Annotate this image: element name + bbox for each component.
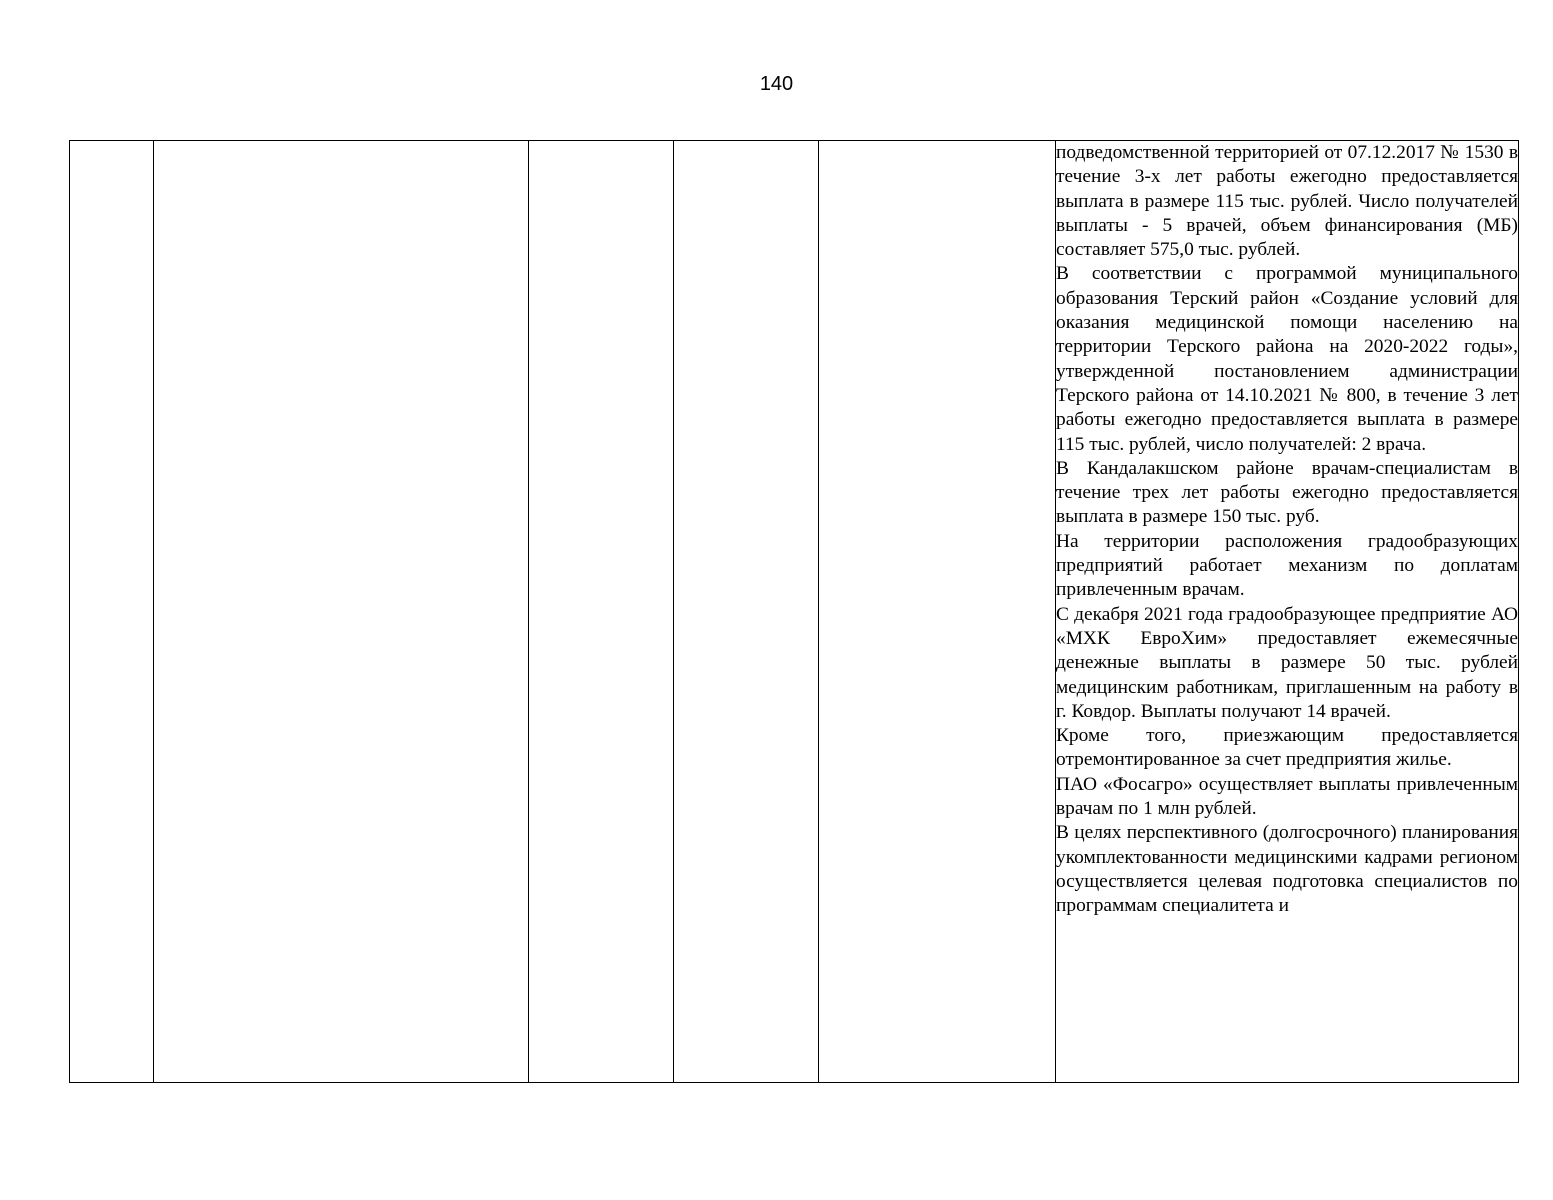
paragraph: С декабря 2021 года градообразующее предприятие АО «МХК ЕвроХим» предоставляет ежемесячные денежные выплаты в размере 50 тыс. рублей медицинским работникам, приглашенным на работу в г. Ковдор. Выплаты получают 14 врачей.: [1056, 603, 1518, 722]
table-cell-col-6: [1056, 141, 1519, 1083]
table-cell-col-3: [529, 141, 674, 1083]
table-cell-col-1: [70, 141, 154, 1083]
page-number: 140: [759, 73, 794, 95]
table-cell-col-2: [154, 141, 529, 1083]
paragraph: На территории расположения градообразующих предприятий работает механизм по доплатам привлеченным врачам.: [1056, 530, 1518, 601]
paragraph: Кроме того, приезжающим предоставляется отремонтированное за счет предприятия жилье.: [1056, 725, 1518, 771]
paragraph: В соответствии с программой муниципального образования Терский район «Создание условий для оказания медицинской помощи населению на территории Терского района на 2020-2022 годы», утвержденной постановлением администрации Терского района от 14.10.2021 № 800, в течение 3 лет работы ежегодно предоставляется выплата в размере 115 тыс. рублей, число получателей: 2 врача.: [1056, 263, 1518, 455]
table-cell-col-5: [819, 141, 1056, 1083]
table-row: [70, 141, 1519, 1083]
table-cell-col-4: [674, 141, 819, 1083]
paragraph: В Кандалакшском районе врачам-специалистам в течение трех лет работы ежегодно предоставляется выплата в размере 150 тыс. руб.: [1056, 457, 1518, 528]
data-table: [69, 140, 1519, 1083]
paragraph: В целях перспективного (долгосрочного) планирования укомплектованности медицинскими кадрами регионом осуществляется целевая подготовка специалистов по программам специалитета и: [1056, 822, 1518, 917]
paragraph: ПАО «Фосагро» осуществляет выплаты привлеченным врачам по 1 млн рублей.: [1056, 773, 1518, 820]
paragraph: подведомственной территорией от 07.12.2017 № 1530 в течение 3-х лет работы ежегодно предоставляется выплата в размере 115 тыс. рублей. Число получателей выплаты - 5 врачей, объем финансирования (МБ) составляет 575,0 тыс. рублей.: [1056, 142, 1518, 261]
